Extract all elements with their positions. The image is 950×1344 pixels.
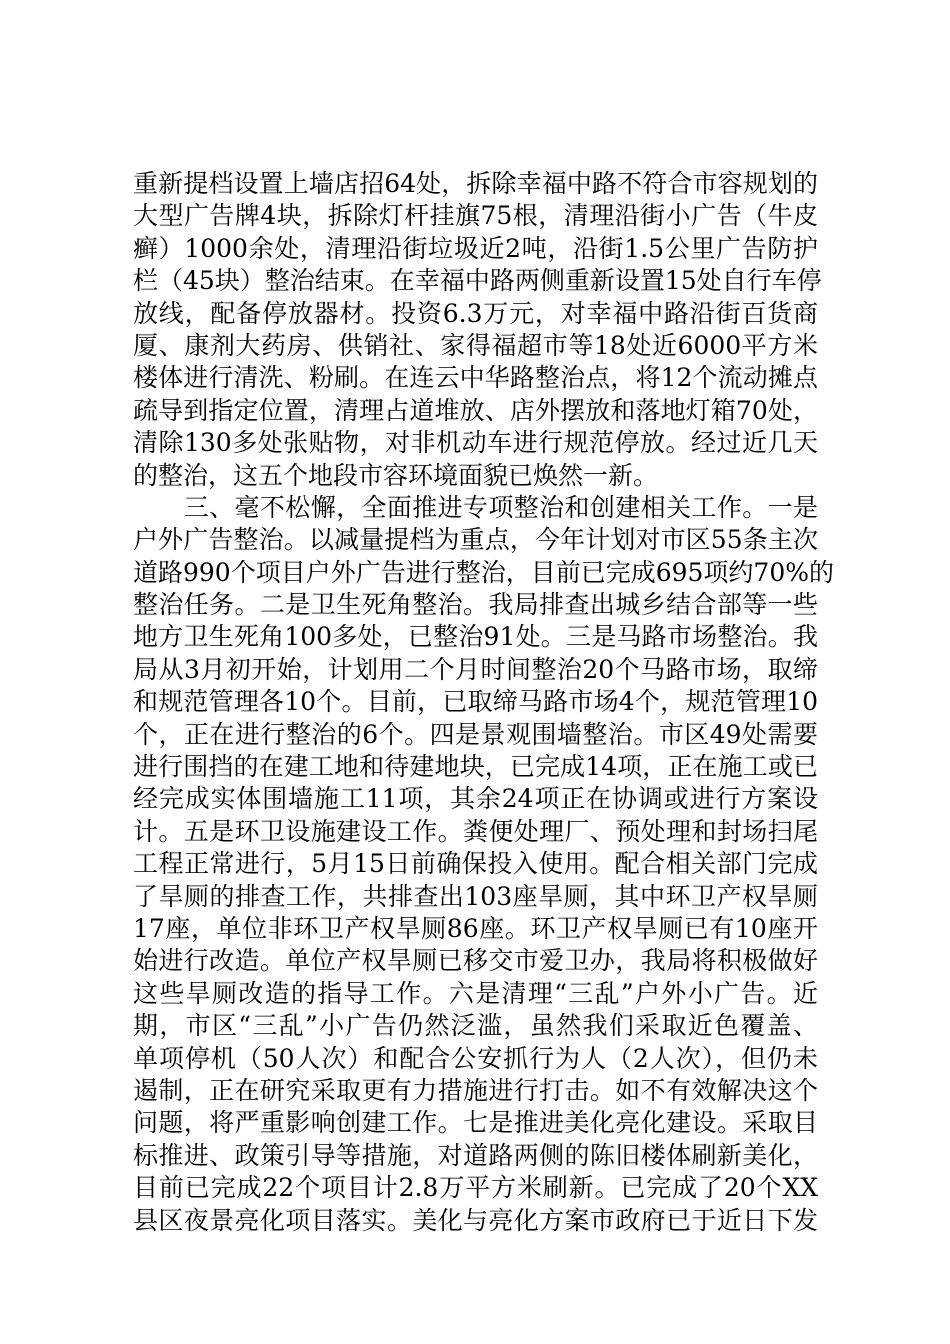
text-line: 进行围挡的在建工地和待建地块，已完成14项，正在施工或已 bbox=[133, 752, 818, 782]
text-line: 地方卫生死角100多处，已整治91处。三是马路市场整治。我 bbox=[133, 622, 818, 652]
body-text bbox=[133, 168, 835, 1237]
text-line: 重新提档设置上墙店招64处，拆除幸福中路不符合市容规划的 bbox=[133, 169, 818, 198]
text-line: 期，市区“三乱”小广告仍然泛滥，虽然我们采取近色覆盖、 bbox=[133, 1011, 818, 1041]
text-line: 遏制，正在研究采取更有力措施进行打击。如不有效解决这个 bbox=[133, 1075, 818, 1105]
text-line: 目前已完成22个项目计2.8万平方米刷新。已完成了20个XX bbox=[133, 1173, 818, 1203]
text-line: 三、毫不松懈，全面推进专项整治和创建相关工作。一是 bbox=[133, 492, 818, 522]
text-line: 问题，将严重影响创建工作。七是推进美化亮化建设。采取目 bbox=[133, 1108, 818, 1138]
text-line: 整治任务。二是卫生死角整治。我局排查出城乡结合部等一些 bbox=[133, 590, 818, 620]
text-line: 标推进、政策引导等措施，对道路两侧的陈旧楼体刷新美化， bbox=[133, 1140, 818, 1170]
text-line: 经完成实体围墙施工11项，其余24项正在协调或进行方案设 bbox=[133, 784, 818, 814]
text-line: 楼体进行清洗、粉刷。在连云中华路整治点，将12个流动摊点 bbox=[133, 363, 818, 393]
text-line: 道路990个项目户外广告进行整治，目前已完成695项约70%的 bbox=[133, 557, 835, 587]
text-line: 大型广告牌4块，拆除灯杆挂旗75根，清理沿街小广告（牛皮 bbox=[133, 201, 818, 231]
text-line: 疏导到指定位置，清理占道堆放、店外摆放和落地灯箱70处， bbox=[133, 395, 818, 425]
text-line: 的整治，这五个地段市容环境面貌已焕然一新。 bbox=[133, 460, 659, 490]
text-line: 个，正在进行整治的6个。四是景观围墙整治。市区49处需要 bbox=[133, 719, 818, 749]
text-line: 和规范管理各10个。目前，已取缔马路市场4个，规范管理10 bbox=[133, 687, 818, 717]
text-line: 始进行改造。单位产权旱厕已移交市爱卫办，我局将积极做好 bbox=[133, 946, 818, 976]
text-line: 17座，单位非环卫产权旱厕86座。环卫产权旱厕已有10座开 bbox=[133, 913, 818, 943]
text-line: 这些旱厕改造的指导工作。六是清理“三乱”户外小广告。近 bbox=[133, 978, 818, 1008]
text-line: 清除130多处张贴物，对非机动车进行规范停放。经过近几天 bbox=[133, 428, 818, 458]
text-line: 栏（45块）整治结束。在幸福中路两侧重新设置15处自行车停 bbox=[133, 266, 822, 296]
text-line: 单项停机（50人次）和配合公安抓行为人（2人次），但仍未 bbox=[133, 1043, 818, 1073]
text-line: 了旱厕的排查工作，共排查出103座旱厕，其中环卫产权旱厕 bbox=[133, 881, 818, 911]
text-line: 县区夜景亮化项目落实。美化与亮化方案市政府已于近日下发 bbox=[133, 1205, 818, 1235]
text-line: 局从3月初开始，计划用二个月时间整治20个马路市场，取缔 bbox=[133, 654, 818, 684]
text-line: 户外广告整治。以减量提档为重点，今年计划对市区55条主次 bbox=[133, 525, 818, 555]
text-line: 计。五是环卫设施建设工作。粪便处理厂、预处理和封场扫尾 bbox=[133, 816, 818, 846]
text-line: 厦、康剂大药房、供销社、家得福超市等18处近6000平方米 bbox=[133, 330, 818, 360]
text-line: 癣）1000余处，清理沿街垃圾近2吨，沿街1.5公里广告防护 bbox=[133, 233, 818, 263]
text-line: 工程正常进行，5月15日前确保投入使用。配合相关部门完成 bbox=[133, 849, 818, 879]
text-line: 放线，配备停放器材。投资6.3万元，对幸福中路沿街百货商 bbox=[133, 298, 818, 328]
